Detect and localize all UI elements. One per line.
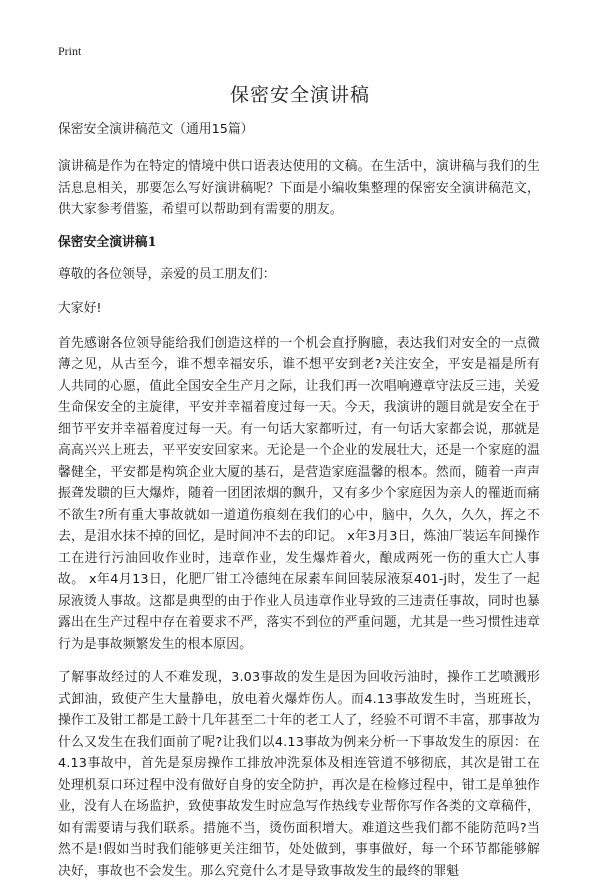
- document-title: 保密安全演讲稿: [229, 84, 370, 106]
- greeting: 大家好!: [58, 300, 102, 316]
- body-paragraph-2: 了解事故经过的人不难发现，3.03事故的发生是因为回收污油时，操作工艺喷溅形式卸油，致使产生大量静电，放电着火爆炸伤人。而4.13事故发生时，当班班长，操作工及钳工都是工龄十几年甚至二十年的老工人了，经验不可谓不丰富，那事故为什么又发生在我们面前了呢?让我们以4.13事故为例来分析一下事故发生的原因：在4.13事故中，首先是泵房操作工排放冲洗泵体及相连管道不够彻底，其次是钳工在处理机泵口环过程中没有做好自身的安全防护，再次是在检修过程中，钳工是单独作业，没有人在场监护，致使事故发生时应急写作热线专业帮你写作各类的文章稿件，如有需要请与我们联系。措施不当，烫伤面积增大。难道这些我们都不能防范吗?当然不是!假如当时我们能够更关注细节，处处做到，事事做好，每一个环节都能够解决好，事故也不会发生。那么究竟什么才是导致事故发生的最终的罪魁: [58, 670, 540, 879]
- section-heading: 保密安全演讲稿1: [58, 234, 157, 250]
- document-subtitle: 保密安全演讲稿范文（通用15篇）: [58, 122, 254, 137]
- intro-paragraph: 演讲稿是作为在特定的情境中供口语表达使用的文稿。在生活中，演讲稿与我们的生活息息相关，那要怎么写好演讲稿呢？下面是小编收集整理的保密安全演讲稿范文，供大家参考借鉴，希望可以帮助到有需要的朋友。: [58, 159, 540, 217]
- document-body: [58, 120, 540, 894]
- print-link[interactable]: Print: [58, 44, 82, 58]
- body-paragraph-1: 首先感谢各位领导能给我们创造这样的一个机会直抒胸臆，表达我们对安全的一点微薄之见，从古至今，谁不想幸福安乐，谁不想平安到老?关注安全，平安是福是所有人共同的心愿，值此全国安全生产月之际，让我们再一次唱响遵章守法反三违，关爱生命保安全的主旋律，平安并幸福着度过每一天。今天，我演讲的题目就是安全在于细节平安并幸福着度过每一天。有一句话大家都听过，有一句话大家都会说，那就是高高兴兴上班去，平平安安回家来。无论是一个企业的发展壮大，还是一个家庭的温馨健全，平安都是构筑企业大厦的基石，是营造家庭温馨的根本。然而，随着一声声振聋发聩的巨大爆炸，随着一团团浓烟的飘升，又有多少个家庭因为亲人的罹逝而痛不欲生?所有重大事故就如一道道伤痕刻在我们的心中，脑中，久久，久久，挥之不去，是泪水抹不掉的回忆，是时间冲不去的印记。 x年3月3日，炼油厂装运车间操作工在进行污油回收作业时，违章作业，发生爆炸着火，酿成两死一伤的重大亡人事故。 x年4月13日，化肥厂钳工冷德纯在尿素车间回装尿液泵401-j时，发生了一起尿液烫人事故。这都是典型的由于作业人员违章作业导致的三违责任事故，同时也暴露出在生产过程中存在着要求不严，落实不到位的严重问题，尤其是一些习惯性违章行为是事故频繁发生的根本原因。: [58, 335, 540, 652]
- salutation: 尊敬的各位领导，亲爱的员工朋友们：: [58, 266, 276, 282]
